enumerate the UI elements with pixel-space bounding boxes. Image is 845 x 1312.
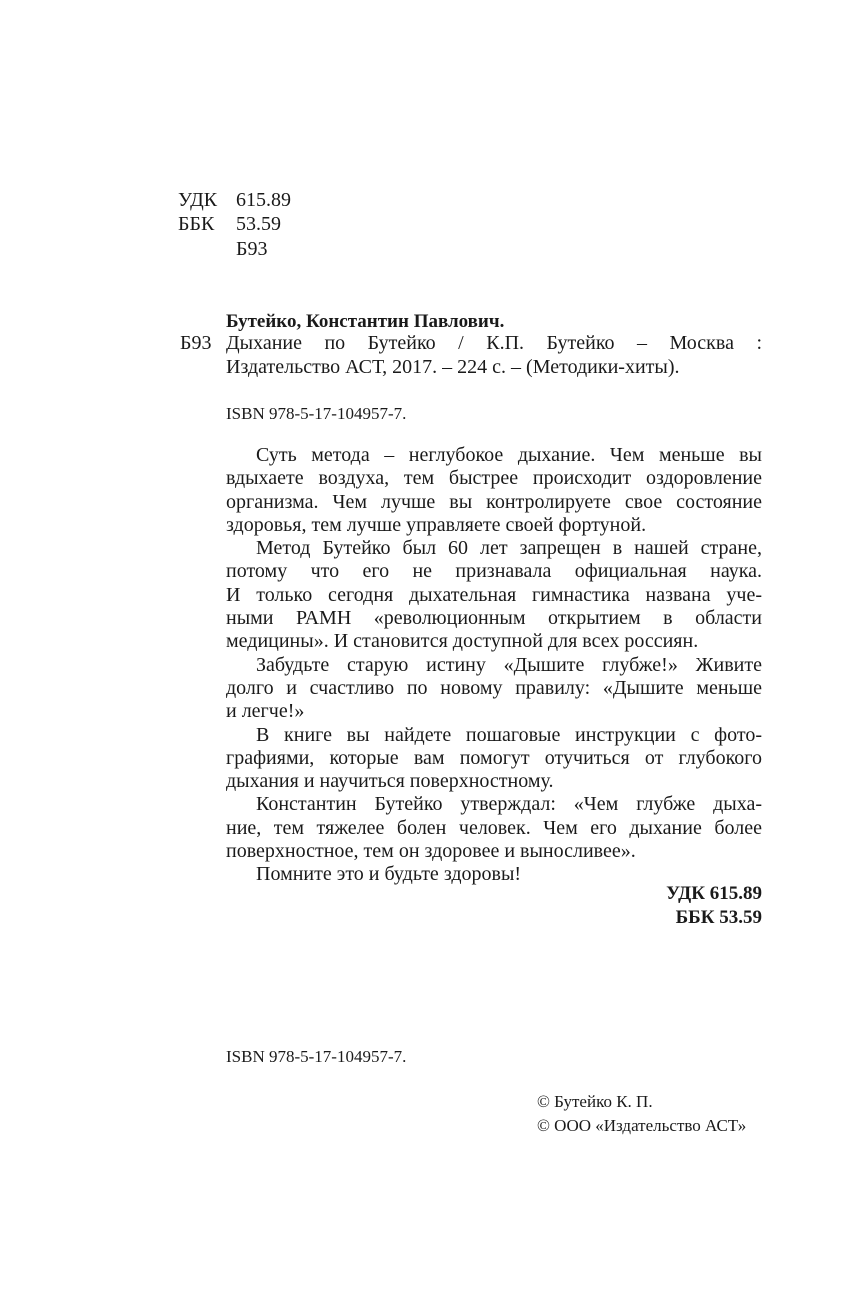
udk-label: УДК <box>178 189 218 211</box>
copyright-publisher: © ООО «Издательство АСТ» <box>537 1116 747 1135</box>
biblio-code: Б93 <box>180 332 212 354</box>
bbk-value: 53.59 <box>236 213 281 235</box>
biblio-line-1: Дыхание по Бутейко / К.П. Бутейко – Москва : <box>226 332 762 354</box>
abstract-line: потому что его не признавала официальная наука. <box>226 560 762 583</box>
abstract <box>226 444 762 887</box>
abstract-line: Помните это и будьте здоровы! <box>256 863 522 886</box>
author-sign: Б93 <box>236 238 268 260</box>
abstract-line: Константин Бутейко утверждал: «Чем глубже дыха- <box>256 793 762 816</box>
udk-line <box>178 188 291 212</box>
isbn-bottom: ISBN 978-5-17-104957-7. <box>226 1047 407 1066</box>
abstract-line: поверхностное, тем он здоровее и выносливее». <box>226 840 636 863</box>
bbk-label: ББК <box>178 213 215 235</box>
abstract-line: И только сегодня дыхательная гимнастика названа уче- <box>226 583 762 606</box>
abstract-line: Забудьте старую истину «Дышите глубже!» Живите <box>256 653 762 676</box>
udk-right: УДК 615.89 <box>666 883 762 904</box>
abstract-line: долго и счастливо по новому правилу: «Дышите меньше <box>226 676 762 699</box>
abstract-line: здоровья, тем лучше управляете своей фортуной. <box>226 513 647 536</box>
bbk-right: ББК 53.59 <box>675 907 762 928</box>
biblio-line-2: Издательство АСТ, 2017. – 224 с. – (Методики-хиты). <box>226 356 680 378</box>
isbn-top: ISBN 978-5-17-104957-7. <box>226 404 407 423</box>
abstract-line: вдыхаете воздуха, тем быстрее происходит оздоровление <box>226 467 762 490</box>
abstract-line: и легче!» <box>226 700 305 723</box>
bbk-line <box>178 212 281 236</box>
abstract-line: Суть метода – неглубокое дыхание. Чем меньше вы <box>256 444 762 466</box>
abstract-line: дыхания и научиться поверхностному. <box>226 770 554 793</box>
abstract-line: ние, тем тяжелее болен человек. Чем его дыхание более <box>226 816 762 839</box>
abstract-line: медицины». И становится доступной для всех россиян. <box>226 630 699 653</box>
classification-codes-right <box>560 882 762 930</box>
abstract-line: организма. Чем лучше вы контролируете свое состояние <box>226 490 762 513</box>
abstract-line: Метод Бутейко был 60 лет запрещен в нашей стране, <box>256 537 762 560</box>
abstract-line: В книге вы найдете пошаговые инструкции с фото- <box>256 723 762 746</box>
udk-value: 615.89 <box>236 189 291 211</box>
copyright-author: © Бутейко К. П. <box>537 1092 653 1111</box>
author-heading: Бутейко, Константин Павлович. <box>226 311 505 332</box>
abstract-line: ными РАМН «революционным открытием в области <box>226 607 762 630</box>
abstract-line: графиями, которые вам помогут отучиться от глубокого <box>226 746 762 769</box>
